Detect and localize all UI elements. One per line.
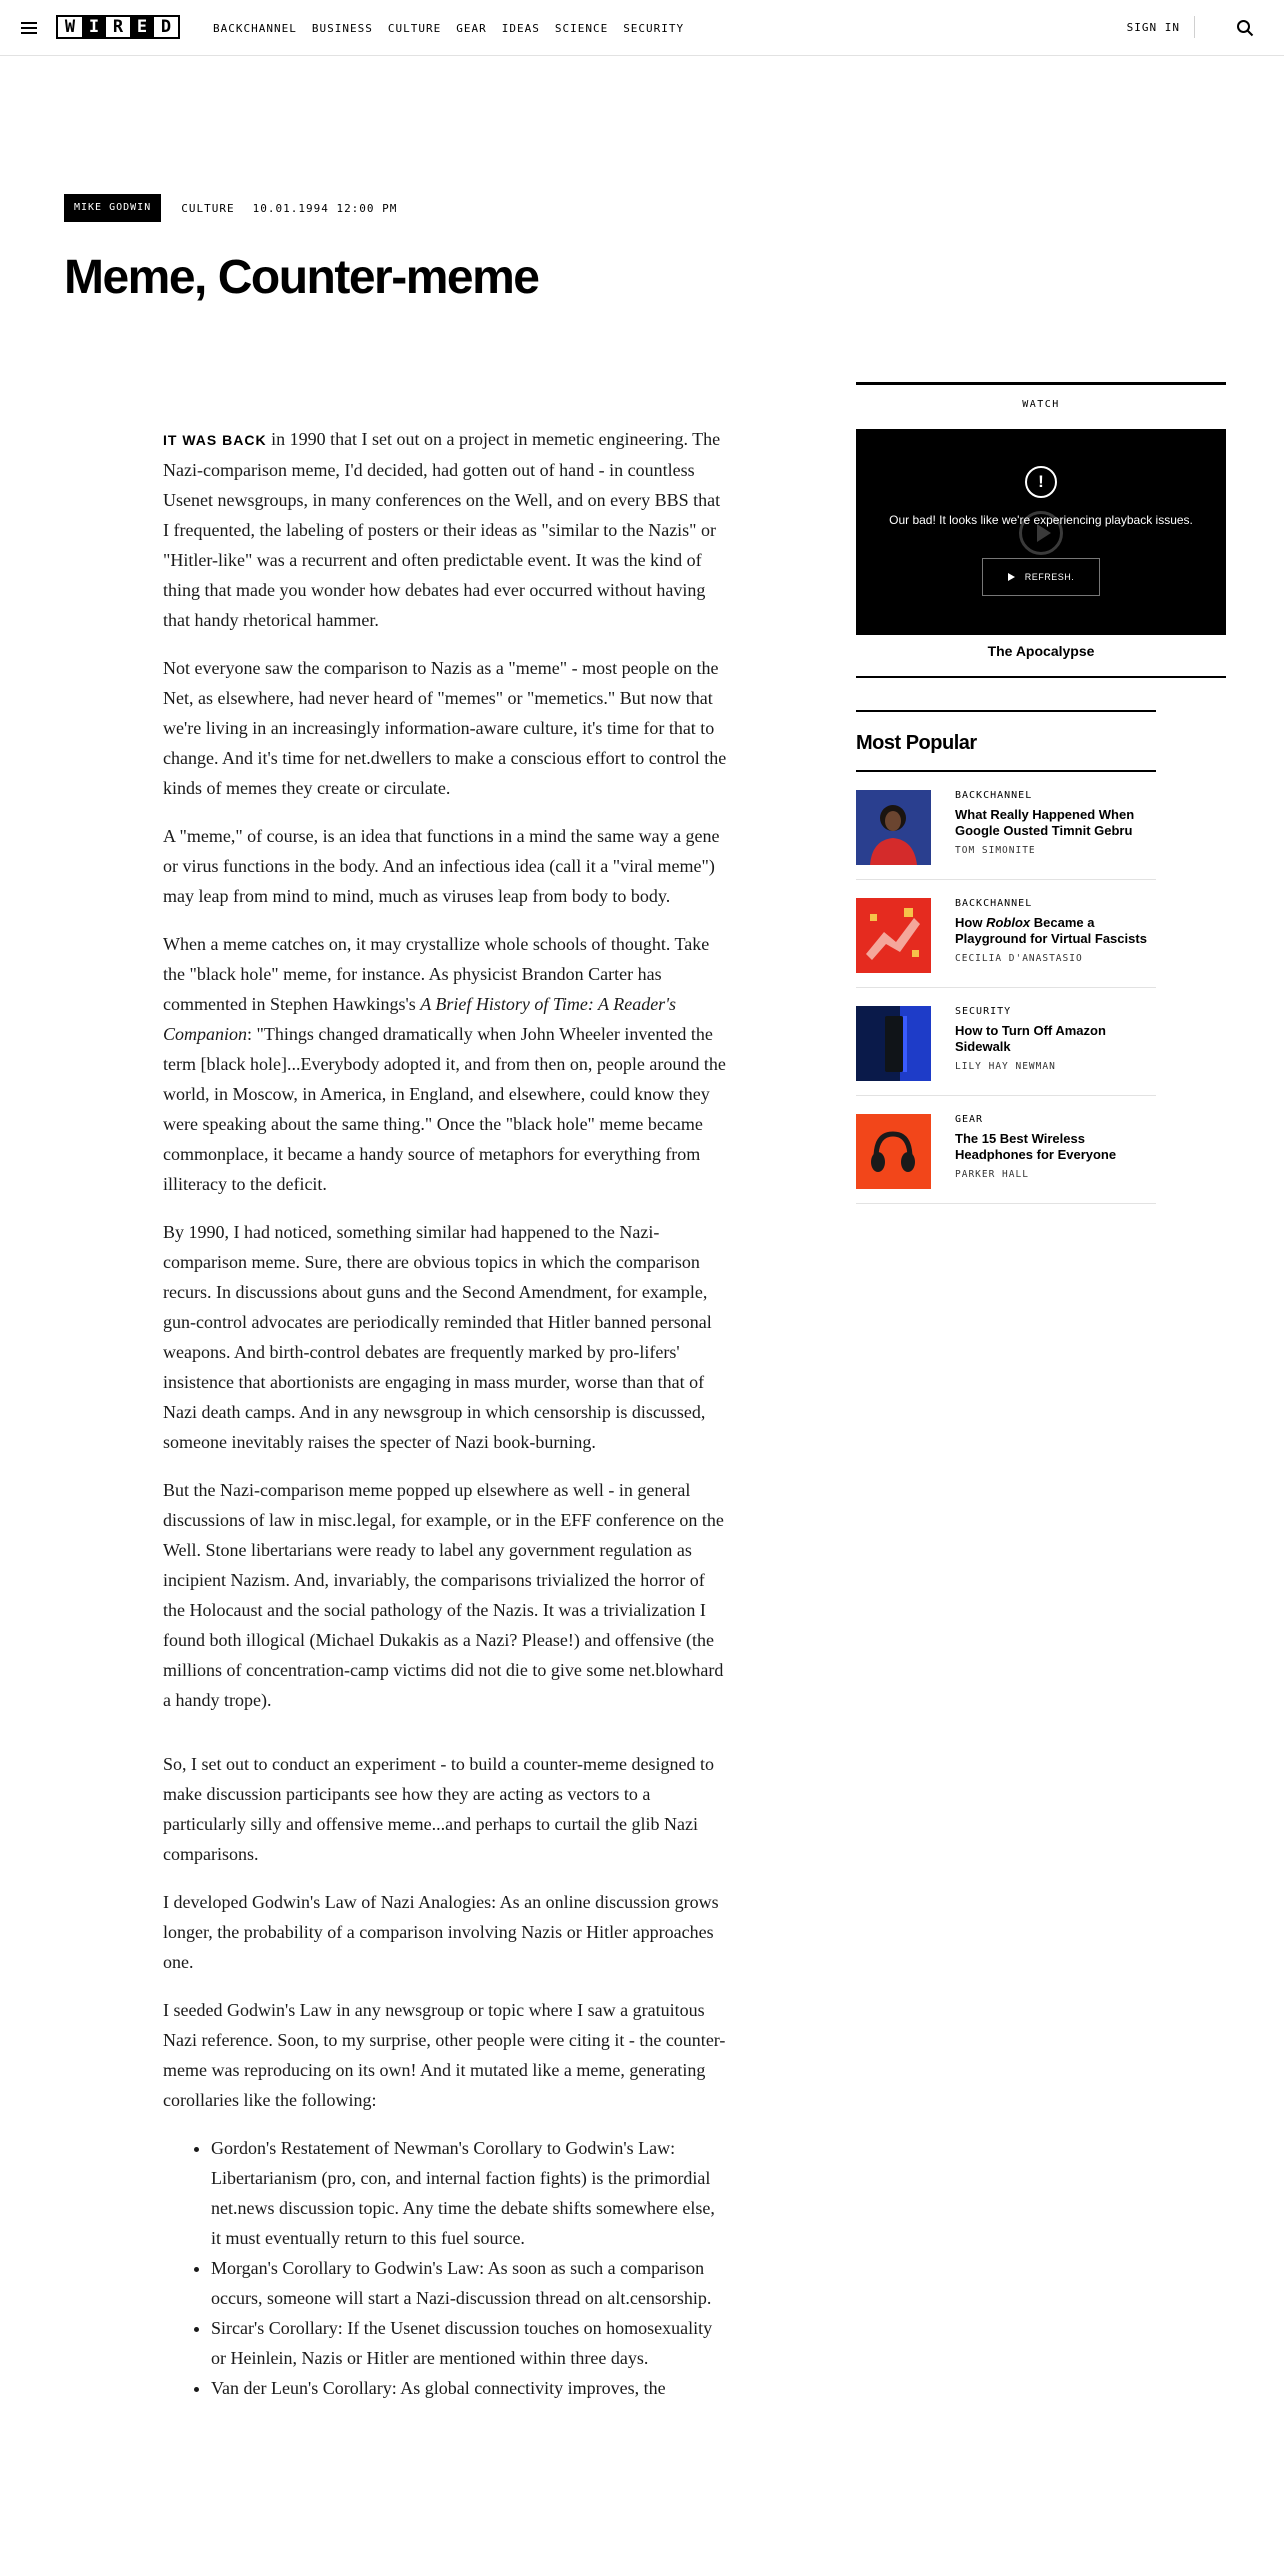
watch-label: WATCH [1022,399,1060,410]
paragraph [163,929,727,1199]
popular-author[interactable]: LILY HAY NEWMAN [955,1061,1056,1072]
popular-author[interactable]: CECILIA D'ANASTASIO [955,953,1083,964]
popular-category[interactable]: GEAR [955,1114,984,1125]
popular-headline[interactable]: How to Turn Off Amazon Sidewalk [955,1023,1106,1054]
list-item: • Sircar's Corollary: If the Usenet discussion touches on homosexuality or Heinlein, Nazis or Hitler are mentioned within three days. [211,2313,727,2373]
logo-letter: D [154,17,178,37]
nav-security[interactable]: SECURITY [623,21,685,35]
nav-ideas[interactable]: IDEAS [501,21,540,35]
popular-headline[interactable]: What Really Happened When Google Ousted Timnit Gebru [955,807,1135,838]
watch-module [856,382,1226,678]
popular-headline[interactable]: The 15 Best Wireless Headphones for Everyone [955,1131,1117,1162]
playback-error-message: Our bad! It looks like we're experiencing playback issues. [889,513,1193,527]
thumbnail-headphones[interactable] [856,1114,931,1189]
nav-backchannel[interactable]: BACKCHANNEL [213,21,297,35]
menu-icon[interactable] [21,22,37,34]
wired-logo[interactable] [56,15,180,39]
popular-author[interactable]: TOM SIMONITE [955,845,1036,856]
paragraph: A "meme," of course, is an idea that functions in a mind the same way a gene or virus functions in the body. And an infectious idea (call it a "viral meme") may leap from mind to mind, much as viruses leap from body to body. [163,826,720,906]
logo-letter: R [106,17,130,37]
paragraph-text: : "Things changed dramatically when John Wheeler invented the term [black hole]...Everybody adopted it, and from then on, people around the world, in Moscow, in America, in England, and elsewhere, could know they were speaking about the same thing." Once the "black hole" meme became commonplace, it became a handy source of metaphors for everything from illiteracy to the deficit. [163,1024,726,1194]
header-divider [1194,16,1195,38]
most-popular-list [856,770,1156,1204]
author-link[interactable]: MIKE GODWIN [64,194,161,222]
nav-gear[interactable]: GEAR [456,21,487,35]
popular-category[interactable]: BACKCHANNEL [955,898,1033,909]
paragraph: So, I set out to conduct an experiment - to build a counter-meme designed to make discussion participants see how they are acting as vectors to a particularly silly and offensive meme...and perhaps to curtail the glib Nazi comparisons. [163,1754,714,1864]
top-nav [0,0,1284,56]
book-title: A Brief History of Time: A Reader's Companion [163,994,677,1044]
alert-icon: ! [1025,466,1057,498]
refresh-button[interactable] [982,558,1100,596]
paragraph-text: When a meme catches on, it may crystallize whole schools of thought. Take the "black hole" meme, for instance. As physicist Brandon Carter has commented in Stephen Hawkings's [163,934,710,1014]
thumbnail-portrait[interactable] [856,790,931,865]
article-body [163,424,727,2403]
most-popular [856,710,1156,1204]
popular-item[interactable] [856,1096,1156,1204]
paragraph: By 1990, I had noticed, something similar had happened to the Nazi-comparison meme. Sure, there are obvious topics in which the comparison recurs. In discussions about guns and the Second Amendment, for example, gun-control advocates are periodically reminded that Hitler banned personal weapons. And birth-control debates are frequently marked by pro-lifers' insistence that abortionists are engaging in mass murder, worse than that of Nazi death camps. And in any newsgroup in which censorship is discussed, someone inevitably raises the specter of Nazi book-burning. [163,1222,712,1452]
logo-letter: W [58,17,82,37]
list-item: • Morgan's Corollary to Godwin's Law: As soon as such a comparison occurs, someone will start a Nazi-discussion thread on alt.censorship. [211,2253,727,2313]
popular-item[interactable] [856,988,1156,1096]
article-title: Meme, Counter-meme [64,251,539,304]
popular-item[interactable] [856,880,1156,988]
headline-emphasis: Roblox [986,915,1031,930]
search-icon[interactable] [1236,19,1254,37]
nav-science[interactable]: SCIENCE [554,21,609,35]
sign-in-link[interactable]: SIGN IN [1126,21,1180,34]
nav-culture[interactable]: CULTURE [387,21,442,35]
paragraph: I seeded Godwin's Law in any newsgroup or topic where I saw a gratuitous Nazi reference. Soon, to my surprise, other people were citing it - the counter-meme was reproducing on its own! And it mutated like a meme, generating corollaries like the following: [163,2000,726,2110]
nav-business[interactable]: BUSINESS [311,21,373,35]
category-link[interactable]: CULTURE [181,201,235,215]
video-title[interactable]: The Apocalypse [987,643,1095,659]
popular-item[interactable] [856,772,1156,880]
headline-text: Became a Playground for Virtual Fascists [955,915,1147,946]
popular-category[interactable]: SECURITY [955,1006,1012,1017]
paragraph [163,424,727,635]
popular-headline[interactable] [955,915,1156,947]
video-player[interactable] [856,429,1226,635]
refresh-label: REFRESH. [1024,572,1075,582]
popular-category[interactable]: BACKCHANNEL [955,790,1033,801]
headline-text: How [955,915,987,930]
most-popular-heading: Most Popular [856,732,977,754]
logo-letter: I [82,17,106,37]
paragraph-text: in 1990 that I set out on a project in memetic engineering. The Nazi-comparison meme, I'd decided, had gotten out of hand - in countless Usenet newsgroups, in many conferences on the Well, and on every BBS that I frequented, the labeling of posters or their ideas as "similar to the Nazis" or "Hitler-like" was a recurrent and often predictable event. It was the kind of thing that made you wonder how debates had ever occurred without having that handy rhetorical hammer. [163,429,721,630]
article-byline [64,194,415,222]
logo-letter: E [130,17,154,37]
thumbnail-illustration[interactable] [856,898,931,973]
popular-author[interactable]: PARKER HALL [955,1169,1029,1180]
paragraph: I developed Godwin's Law of Nazi Analogies: As an online discussion grows longer, the probability of a comparison involving Nazis or Hitler approaches one. [163,1892,719,1972]
section-nav [213,0,699,56]
lead-in: IT WAS BACK [163,432,267,448]
corollary-list [211,2133,727,2403]
paragraph: Not everyone saw the comparison to Nazis as a "meme" - most people on the Net, as elsewhere, had never heard of "memes" or "memetics." But now that we're living in an increasingly information-aware culture, it's time for that to change. And it's time for net.dwellers to make a conscious effort to control the kinds of memes they create or circulate. [163,658,727,798]
publish-date: 10.01.1994 12:00 PM [252,201,398,215]
list-item: • Gordon's Restatement of Newman's Corollary to Godwin's Law: Libertarianism (pro, con, and internal faction fights) is the primordial net.news discussion topic. Any time the debate shifts somewhere else, it must eventually return to this fuel source. [211,2133,727,2253]
thumbnail-device[interactable] [856,1006,931,1081]
list-item: • Van der Leun's Corollary: As global connectivity improves, the [211,2373,727,2403]
play-triangle-icon [1008,573,1015,581]
paragraph: But the Nazi-comparison meme popped up elsewhere as well - in general discussions of law in misc.legal, for example, or in the EFF conference on the Well. Stone libertarians were ready to label any government regulation as incipient Nazism. And, invariably, the comparisons trivialized the horror of the Holocaust and the social pathology of the Nazis. It was a trivialization I found both illogical (Michael Dukakis as a Nazi? Please!) and offensive (the millions of concentration-camp victims did not die to give some net.blowhard a handy trope). [163,1480,724,1710]
